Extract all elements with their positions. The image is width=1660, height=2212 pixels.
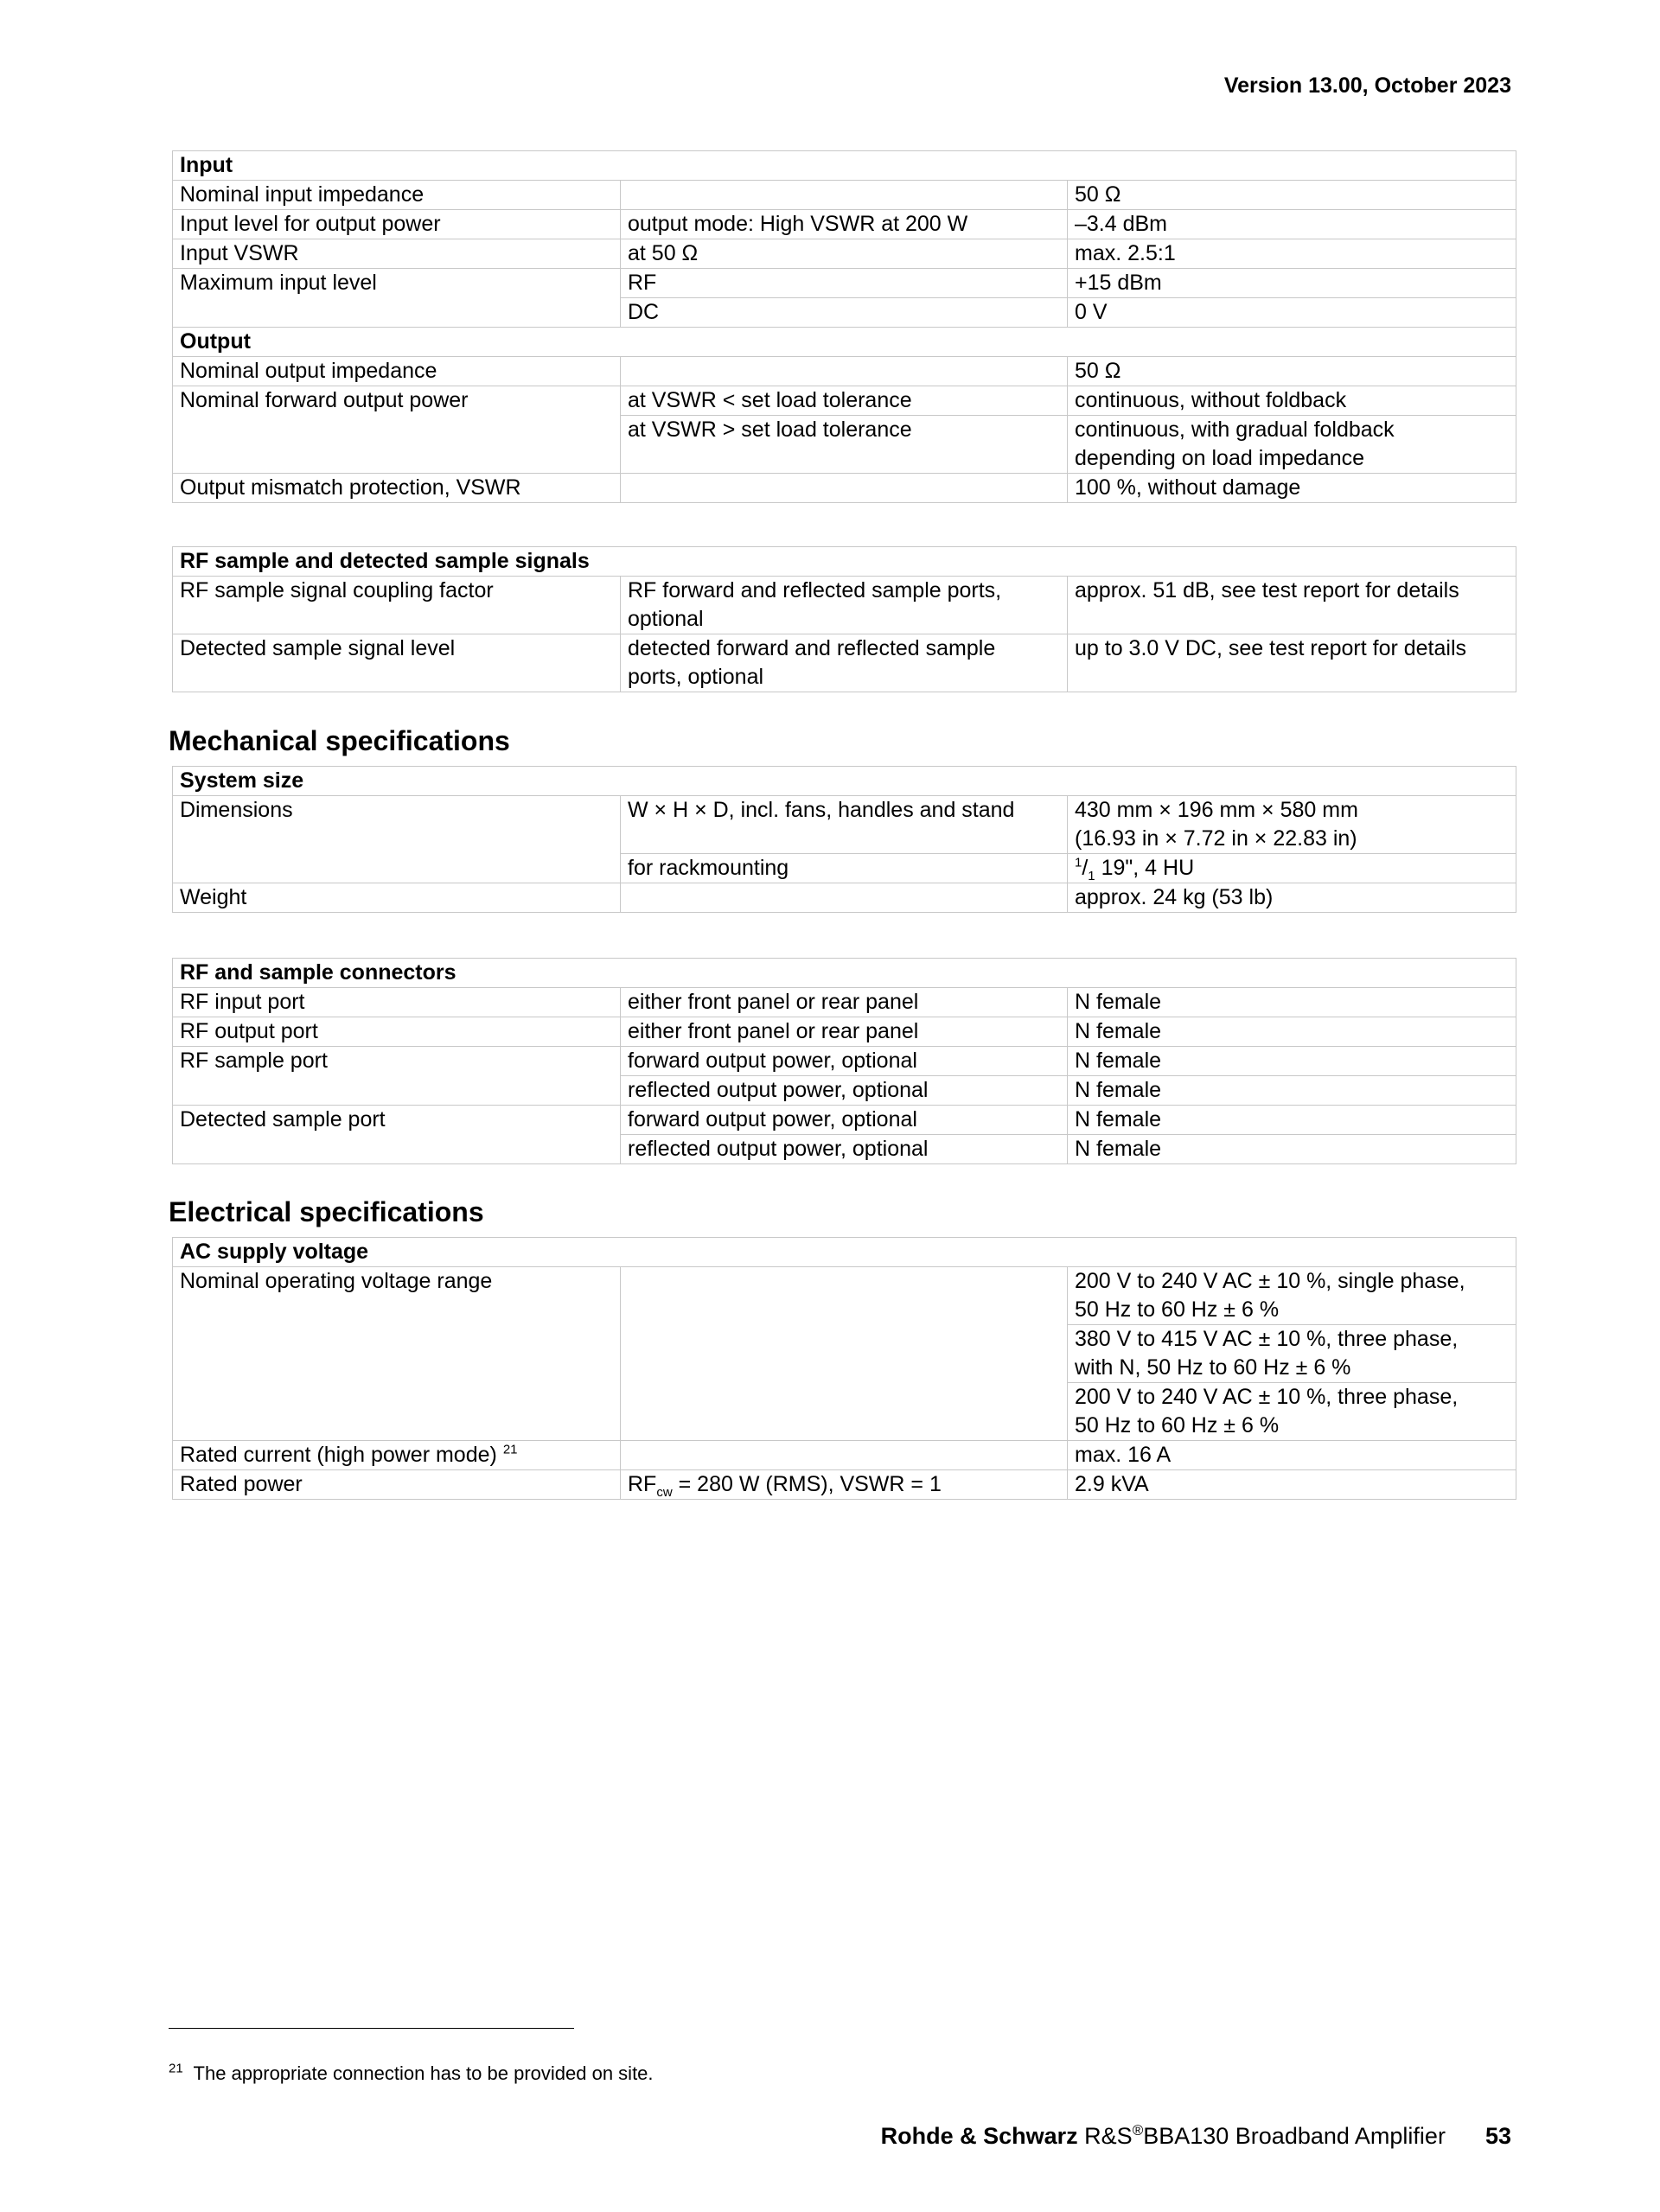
rated-current-label: Rated current (high power mode) — [180, 1443, 497, 1467]
spec-condition: for rackmounting — [621, 854, 1068, 883]
spec-label: Nominal output impedance — [173, 357, 621, 386]
spec-condition: reflected output power, optional — [621, 1076, 1068, 1106]
cw-subscript: cw — [656, 1485, 673, 1500]
table-row — [173, 796, 1516, 854]
fraction-denominator: 1 — [1088, 869, 1095, 883]
system-size-section-header: System size — [173, 767, 1516, 796]
table-row — [173, 1470, 1516, 1500]
page-number: 53 — [1484, 2123, 1511, 2149]
spec-value: up to 3.0 V DC, see test report for details — [1068, 634, 1516, 692]
registered-mark: ® — [1132, 2122, 1144, 2139]
table-row — [173, 577, 1516, 634]
spec-condition: at 50 Ω — [621, 239, 1068, 269]
spec-value: +15 dBm — [1068, 269, 1516, 298]
rf-sample-spec-table — [172, 546, 1516, 692]
value-line: with N, 50 Hz to 60 Hz ± 6 % — [1075, 1355, 1351, 1380]
rf-symbol: RF — [628, 1472, 657, 1496]
footer-product-name: BBA130 Broadband Amplifier — [1143, 2123, 1446, 2149]
spec-condition — [621, 474, 1068, 503]
value-line: depending on load impedance — [1075, 446, 1364, 470]
spec-value: N female — [1068, 1106, 1516, 1135]
table-row — [173, 1017, 1516, 1047]
spec-condition: forward output power, optional — [621, 1106, 1068, 1135]
spec-value — [1068, 416, 1516, 474]
spec-value: 50 Ω — [1068, 181, 1516, 210]
spec-value — [1068, 1325, 1516, 1383]
table-row — [173, 1441, 1516, 1470]
footnote-text: The appropriate connection has to be provided on site. — [193, 2062, 654, 2084]
footnote-reference[interactable]: 21 — [502, 1442, 518, 1457]
spec-value: approx. 24 kg (53 lb) — [1068, 883, 1516, 913]
spec-value — [1068, 1267, 1516, 1325]
spec-value — [1068, 796, 1516, 854]
condition-line: RF forward and reflected sample ports, — [628, 578, 1002, 602]
condition-line: detected forward and reflected sample — [628, 636, 996, 660]
spec-value — [1068, 1383, 1516, 1441]
ac-supply-section-header: AC supply voltage — [173, 1238, 1516, 1267]
spec-condition — [621, 181, 1068, 210]
spec-condition: forward output power, optional — [621, 1047, 1068, 1076]
table-row — [173, 239, 1516, 269]
table-row — [173, 210, 1516, 239]
table-row — [173, 181, 1516, 210]
spec-value: N female — [1068, 1047, 1516, 1076]
footnote — [169, 2062, 654, 2086]
spec-condition: output mode: High VSWR at 200 W — [621, 210, 1068, 239]
connectors-spec-table — [172, 958, 1516, 1164]
table-row — [173, 1047, 1516, 1076]
value-line: (16.93 in × 7.72 in × 22.83 in) — [1075, 826, 1357, 851]
mechanical-specifications-heading: Mechanical specifications — [169, 725, 510, 756]
spec-label: Input level for output power — [173, 210, 621, 239]
table-row — [173, 357, 1516, 386]
fraction-numerator: 1 — [1075, 855, 1082, 870]
spec-value: 50 Ω — [1068, 357, 1516, 386]
footnote-divider — [169, 2028, 574, 2029]
table-row — [173, 1106, 1516, 1135]
spec-condition — [621, 1441, 1068, 1470]
spec-label: Dimensions — [173, 796, 621, 883]
document-version: Version 13.00, October 2023 — [1223, 73, 1511, 98]
spec-value: 0 V — [1068, 298, 1516, 328]
spec-condition — [621, 1470, 1068, 1500]
footnote-number: 21 — [169, 2061, 183, 2076]
spec-value: max. 16 A — [1068, 1441, 1516, 1470]
spec-label: Output mismatch protection, VSWR — [173, 474, 621, 503]
spec-condition: W × H × D, incl. fans, handles and stand — [621, 796, 1068, 854]
spec-value: N female — [1068, 988, 1516, 1017]
value-line: 200 V to 240 V AC ± 10 %, three phase, — [1075, 1385, 1459, 1409]
input-output-spec-table — [172, 150, 1516, 503]
spec-value: max. 2.5:1 — [1068, 239, 1516, 269]
table-row — [173, 269, 1516, 298]
spec-label: RF output port — [173, 1017, 621, 1047]
spec-label: Maximum input level — [173, 269, 621, 328]
spec-label: Weight — [173, 883, 621, 913]
spec-value: continuous, without foldback — [1068, 386, 1516, 416]
spec-condition: either front panel or rear panel — [621, 1017, 1068, 1047]
spec-condition — [621, 883, 1068, 913]
spec-condition: either front panel or rear panel — [621, 988, 1068, 1017]
spec-value: N female — [1068, 1076, 1516, 1106]
spec-condition: at VSWR > set load tolerance — [621, 416, 1068, 474]
value-line: 430 mm × 196 mm × 580 mm — [1075, 798, 1358, 822]
spec-condition: reflected output power, optional — [621, 1135, 1068, 1164]
spec-label: Input VSWR — [173, 239, 621, 269]
table-row — [173, 474, 1516, 503]
table-row — [173, 634, 1516, 692]
value-line: 200 V to 240 V AC ± 10 %, single phase, — [1075, 1269, 1465, 1293]
output-section-header: Output — [173, 328, 1516, 357]
page-footer — [881, 2121, 1511, 2151]
input-section-header: Input — [173, 151, 1516, 181]
spec-condition: DC — [621, 298, 1068, 328]
spec-condition: RF — [621, 269, 1068, 298]
system-size-spec-table — [172, 766, 1516, 913]
spec-condition — [621, 1267, 1068, 1441]
spec-condition — [621, 634, 1068, 692]
spec-value: –3.4 dBm — [1068, 210, 1516, 239]
spec-value: N female — [1068, 1017, 1516, 1047]
spec-condition: at VSWR < set load tolerance — [621, 386, 1068, 416]
fraction-slash: / — [1082, 856, 1089, 880]
value-line: 380 V to 415 V AC ± 10 %, three phase, — [1075, 1327, 1459, 1351]
condition-line: ports, optional — [628, 665, 764, 689]
spec-label: RF input port — [173, 988, 621, 1017]
spec-label: Nominal forward output power — [173, 386, 621, 474]
rf-sample-section-header: RF sample and detected sample signals — [173, 547, 1516, 577]
spec-value: approx. 51 dB, see test report for details — [1068, 577, 1516, 634]
spec-label: Nominal operating voltage range — [173, 1267, 621, 1441]
spec-label: Detected sample port — [173, 1106, 621, 1164]
spec-label: Detected sample signal level — [173, 634, 621, 692]
spec-label: RF sample port — [173, 1047, 621, 1106]
spec-label: RF sample signal coupling factor — [173, 577, 621, 634]
value-line: continuous, with gradual foldback — [1075, 418, 1395, 442]
table-row — [173, 1267, 1516, 1325]
spec-value: N female — [1068, 1135, 1516, 1164]
ac-supply-spec-table — [172, 1237, 1516, 1500]
footer-product-prefix: R&S — [1077, 2123, 1133, 2149]
table-row — [173, 386, 1516, 416]
table-row — [173, 988, 1516, 1017]
condition-line: optional — [628, 607, 704, 631]
value-line: 50 Hz to 60 Hz ± 6 % — [1075, 1413, 1280, 1437]
rack-size-text: 19", 4 HU — [1095, 856, 1195, 880]
footer-brand: Rohde & Schwarz — [880, 2123, 1078, 2149]
spec-label: Nominal input impedance — [173, 181, 621, 210]
electrical-specifications-heading: Electrical specifications — [169, 1196, 484, 1227]
rated-power-condition-text: = 280 W (RMS), VSWR = 1 — [672, 1472, 942, 1496]
spec-value — [1068, 854, 1516, 883]
spec-condition — [621, 577, 1068, 634]
value-line: 50 Hz to 60 Hz ± 6 % — [1075, 1297, 1280, 1322]
spec-value: 2.9 kVA — [1068, 1470, 1516, 1500]
spec-label: Rated power — [173, 1470, 621, 1500]
spec-condition — [621, 357, 1068, 386]
spec-label — [173, 1441, 621, 1470]
table-row — [173, 883, 1516, 913]
connectors-section-header: RF and sample connectors — [173, 959, 1516, 988]
spec-value: 100 %, without damage — [1068, 474, 1516, 503]
